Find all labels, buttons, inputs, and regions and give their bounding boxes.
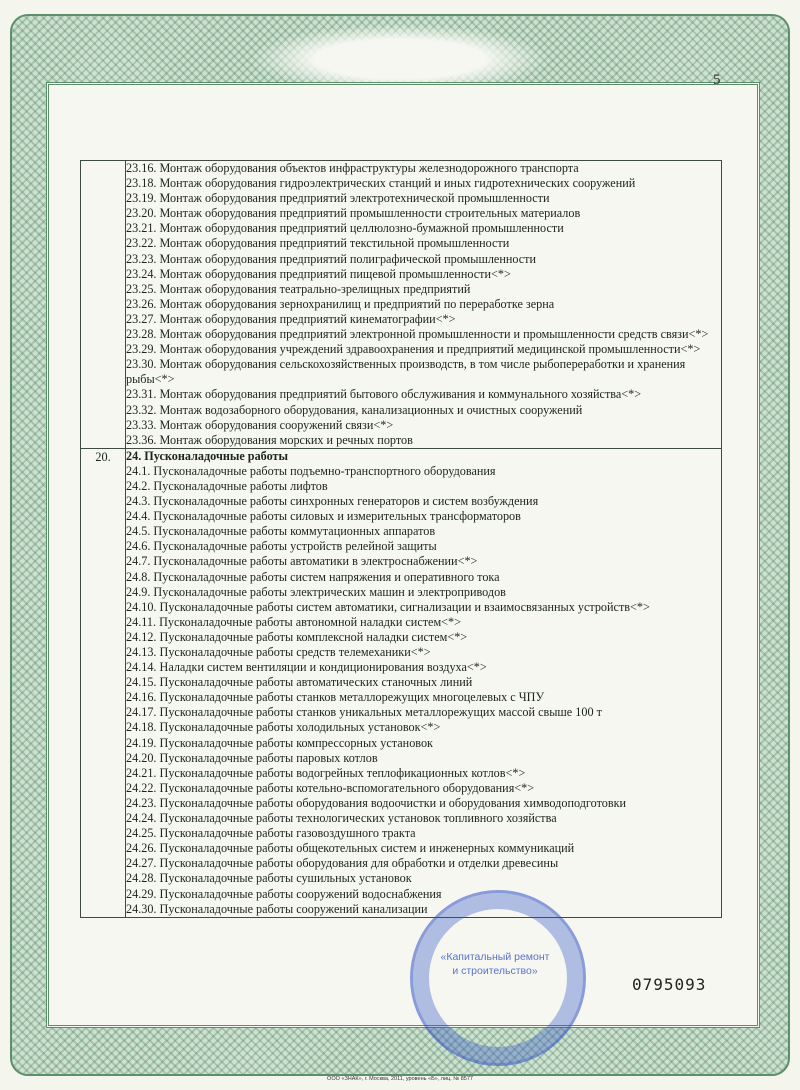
- list-item: 24.7. Пусконаладочные работы автоматики в электроснабжении<*>: [126, 554, 478, 569]
- list-item: 23.36. Монтаж оборудования морских и речных портов: [126, 432, 413, 447]
- page-number: 5: [713, 72, 721, 88]
- stamp-text: «Капитальный ремонт и строительство»: [440, 951, 550, 977]
- list-item: 24.18. Пусконаладочные работы холодильных установок<*>: [126, 720, 441, 735]
- list-item: 23.31. Монтаж оборудования предприятий бытового обслуживания и коммунального хозяйства<*>: [126, 387, 642, 402]
- row-number-empty: [81, 161, 126, 449]
- list-item: 24.19. Пусконаладочные работы компрессорных установок: [126, 735, 433, 750]
- list-item: 23.28. Монтаж оборудования предприятий электронной промышленности и промышленности средств связи<*>: [126, 327, 709, 342]
- list-item: 24.3. Пусконаладочные работы синхронных генераторов и систем возбуждения: [126, 494, 539, 509]
- list-item: 23.30. Монтаж оборудования сельскохозяйственных производств, в том числе рыбопереработки и хранения рыбы<*>: [126, 357, 686, 387]
- list-item: 24.8. Пусконаладочные работы систем напряжения и оперативного тока: [126, 569, 500, 584]
- table-row-continuation: [81, 161, 722, 449]
- list-item: 23.26. Монтаж оборудования зернохранилищ и предприятий по переработке зерна: [126, 296, 555, 311]
- list-item: 24.13. Пусконаладочные работы средств телемеханики<*>: [126, 645, 431, 659]
- list-item: 24.30. Пусконаладочные работы сооружений канализации: [126, 901, 428, 916]
- list-item: 24.5. Пусконаладочные работы коммутационных аппаратов: [126, 524, 436, 539]
- list-item: 24.20. Пусконаладочные работы паровых котлов: [126, 750, 378, 765]
- list-item: 24.25. Пусконаладочные работы газовоздушного тракта: [126, 826, 416, 841]
- list-item: 24.17. Пусконаладочные работы станков уникальных металлорежущих массой свыше 100 т: [126, 705, 602, 720]
- section-title: 24. Пусконаладочные работы: [126, 448, 289, 463]
- list-item: 24.23. Пусконаладочные работы оборудования водоочистки и оборудования химводоподготовки: [126, 795, 627, 810]
- list-item: 23.33. Монтаж оборудования сооружений связи<*>: [126, 417, 394, 432]
- list-item: 24.2. Пусконаладочные работы лифтов: [126, 478, 328, 493]
- permits-table: [80, 160, 722, 918]
- list-item: 24.1. Пусконаладочные работы подъемно-транспортного оборудования: [126, 463, 496, 478]
- list-item: 23.23. Монтаж оборудования предприятий полиграфической промышленности: [126, 251, 537, 266]
- list-item: 23.22. Монтаж оборудования предприятий текстильной промышленности: [126, 236, 510, 251]
- list-item: 23.18. Монтаж оборудования гидроэлектрических станций и иных гидротехнических сооружений: [126, 176, 636, 191]
- list-item: 24.26. Пусконаладочные работы общекотельных систем и инженерных коммуникаций: [126, 841, 575, 856]
- row-number-cell: [81, 448, 126, 917]
- list-item: 24.27. Пусконаладочные работы оборудования для обработки и отделки древесины: [126, 856, 559, 871]
- list-item: 24.21. Пусконаладочные работы водогрейных теплофикационных котлов<*>: [126, 765, 526, 780]
- list-item: 23.20. Монтаж оборудования предприятий промышленности строительных материалов: [126, 206, 581, 221]
- table-row-section-20: [81, 448, 722, 917]
- list-item: 24.10. Пусконаладочные работы систем автоматики, сигнализации и взаимосвязанных устройств<*>: [126, 599, 650, 614]
- list-item: 23.27. Монтаж оборудования предприятий кинематографии<*>: [126, 311, 456, 326]
- row-number: 20.: [95, 449, 111, 464]
- company-stamp: [410, 890, 586, 1066]
- list-item: 23.29. Монтаж оборудования учреждений здравоохранения и предприятий медицинской промышленности<*>: [126, 342, 701, 357]
- list-item: 24.12. Пусконаладочные работы комплексной наладки систем<*>: [126, 629, 468, 644]
- printer-footer: ООО «ЗНАК», г. Москва, 2011, уровень «Б», лиц. № 8577: [327, 1076, 473, 1082]
- list-item: 24.4. Пусконаладочные работы силовых и измерительных трансформаторов: [126, 509, 521, 524]
- section-items: [126, 448, 722, 917]
- list-item: 24.11. Пусконаладочные работы автономной наладки систем<*>: [126, 614, 462, 629]
- list-item: 24.16. Пусконаладочные работы станков металлорежущих многоцелевых с ЧПУ: [126, 690, 545, 705]
- list-item: 23.25. Монтаж оборудования театрально-зрелищных предприятий: [126, 281, 471, 296]
- list-item: 23.19. Монтаж оборудования предприятий электротехнической промышленности: [126, 191, 550, 206]
- list-item: 24.22. Пусконаладочные работы котельно-вспомогательного оборудования<*>: [126, 780, 535, 795]
- serial-number: 0795093: [632, 975, 707, 994]
- list-item: 24.6. Пусконаладочные работы устройств релейной защиты: [126, 539, 437, 554]
- list-item: 24.24. Пусконаладочные работы технологических установок топливного хозяйства: [126, 811, 557, 826]
- list-item: 24.29. Пусконаладочные работы сооружений водоснабжения: [126, 886, 442, 901]
- list-item: 23.24. Монтаж оборудования предприятий пищевой промышленности<*>: [126, 266, 511, 281]
- list-item: 23.16. Монтаж оборудования объектов инфраструктуры железнодорожного транспорта: [126, 161, 579, 175]
- list-item: 24.28. Пусконаладочные работы сушильных установок: [126, 871, 412, 886]
- list-item: 24.15. Пусконаладочные работы автоматических станочных линий: [126, 675, 473, 690]
- list-item: 24.9. Пусконаладочные работы электрических машин и электроприводов: [126, 584, 506, 599]
- continuation-items: [126, 161, 722, 449]
- list-item: 23.21. Монтаж оборудования предприятий целлюлозно-бумажной промышленности: [126, 221, 564, 236]
- list-item: 23.32. Монтаж водозаборного оборудования, канализационных и очистных сооружений: [126, 402, 583, 417]
- list-item: 24.14. Наладки систем вентиляции и кондиционирования воздуха<*>: [126, 660, 487, 675]
